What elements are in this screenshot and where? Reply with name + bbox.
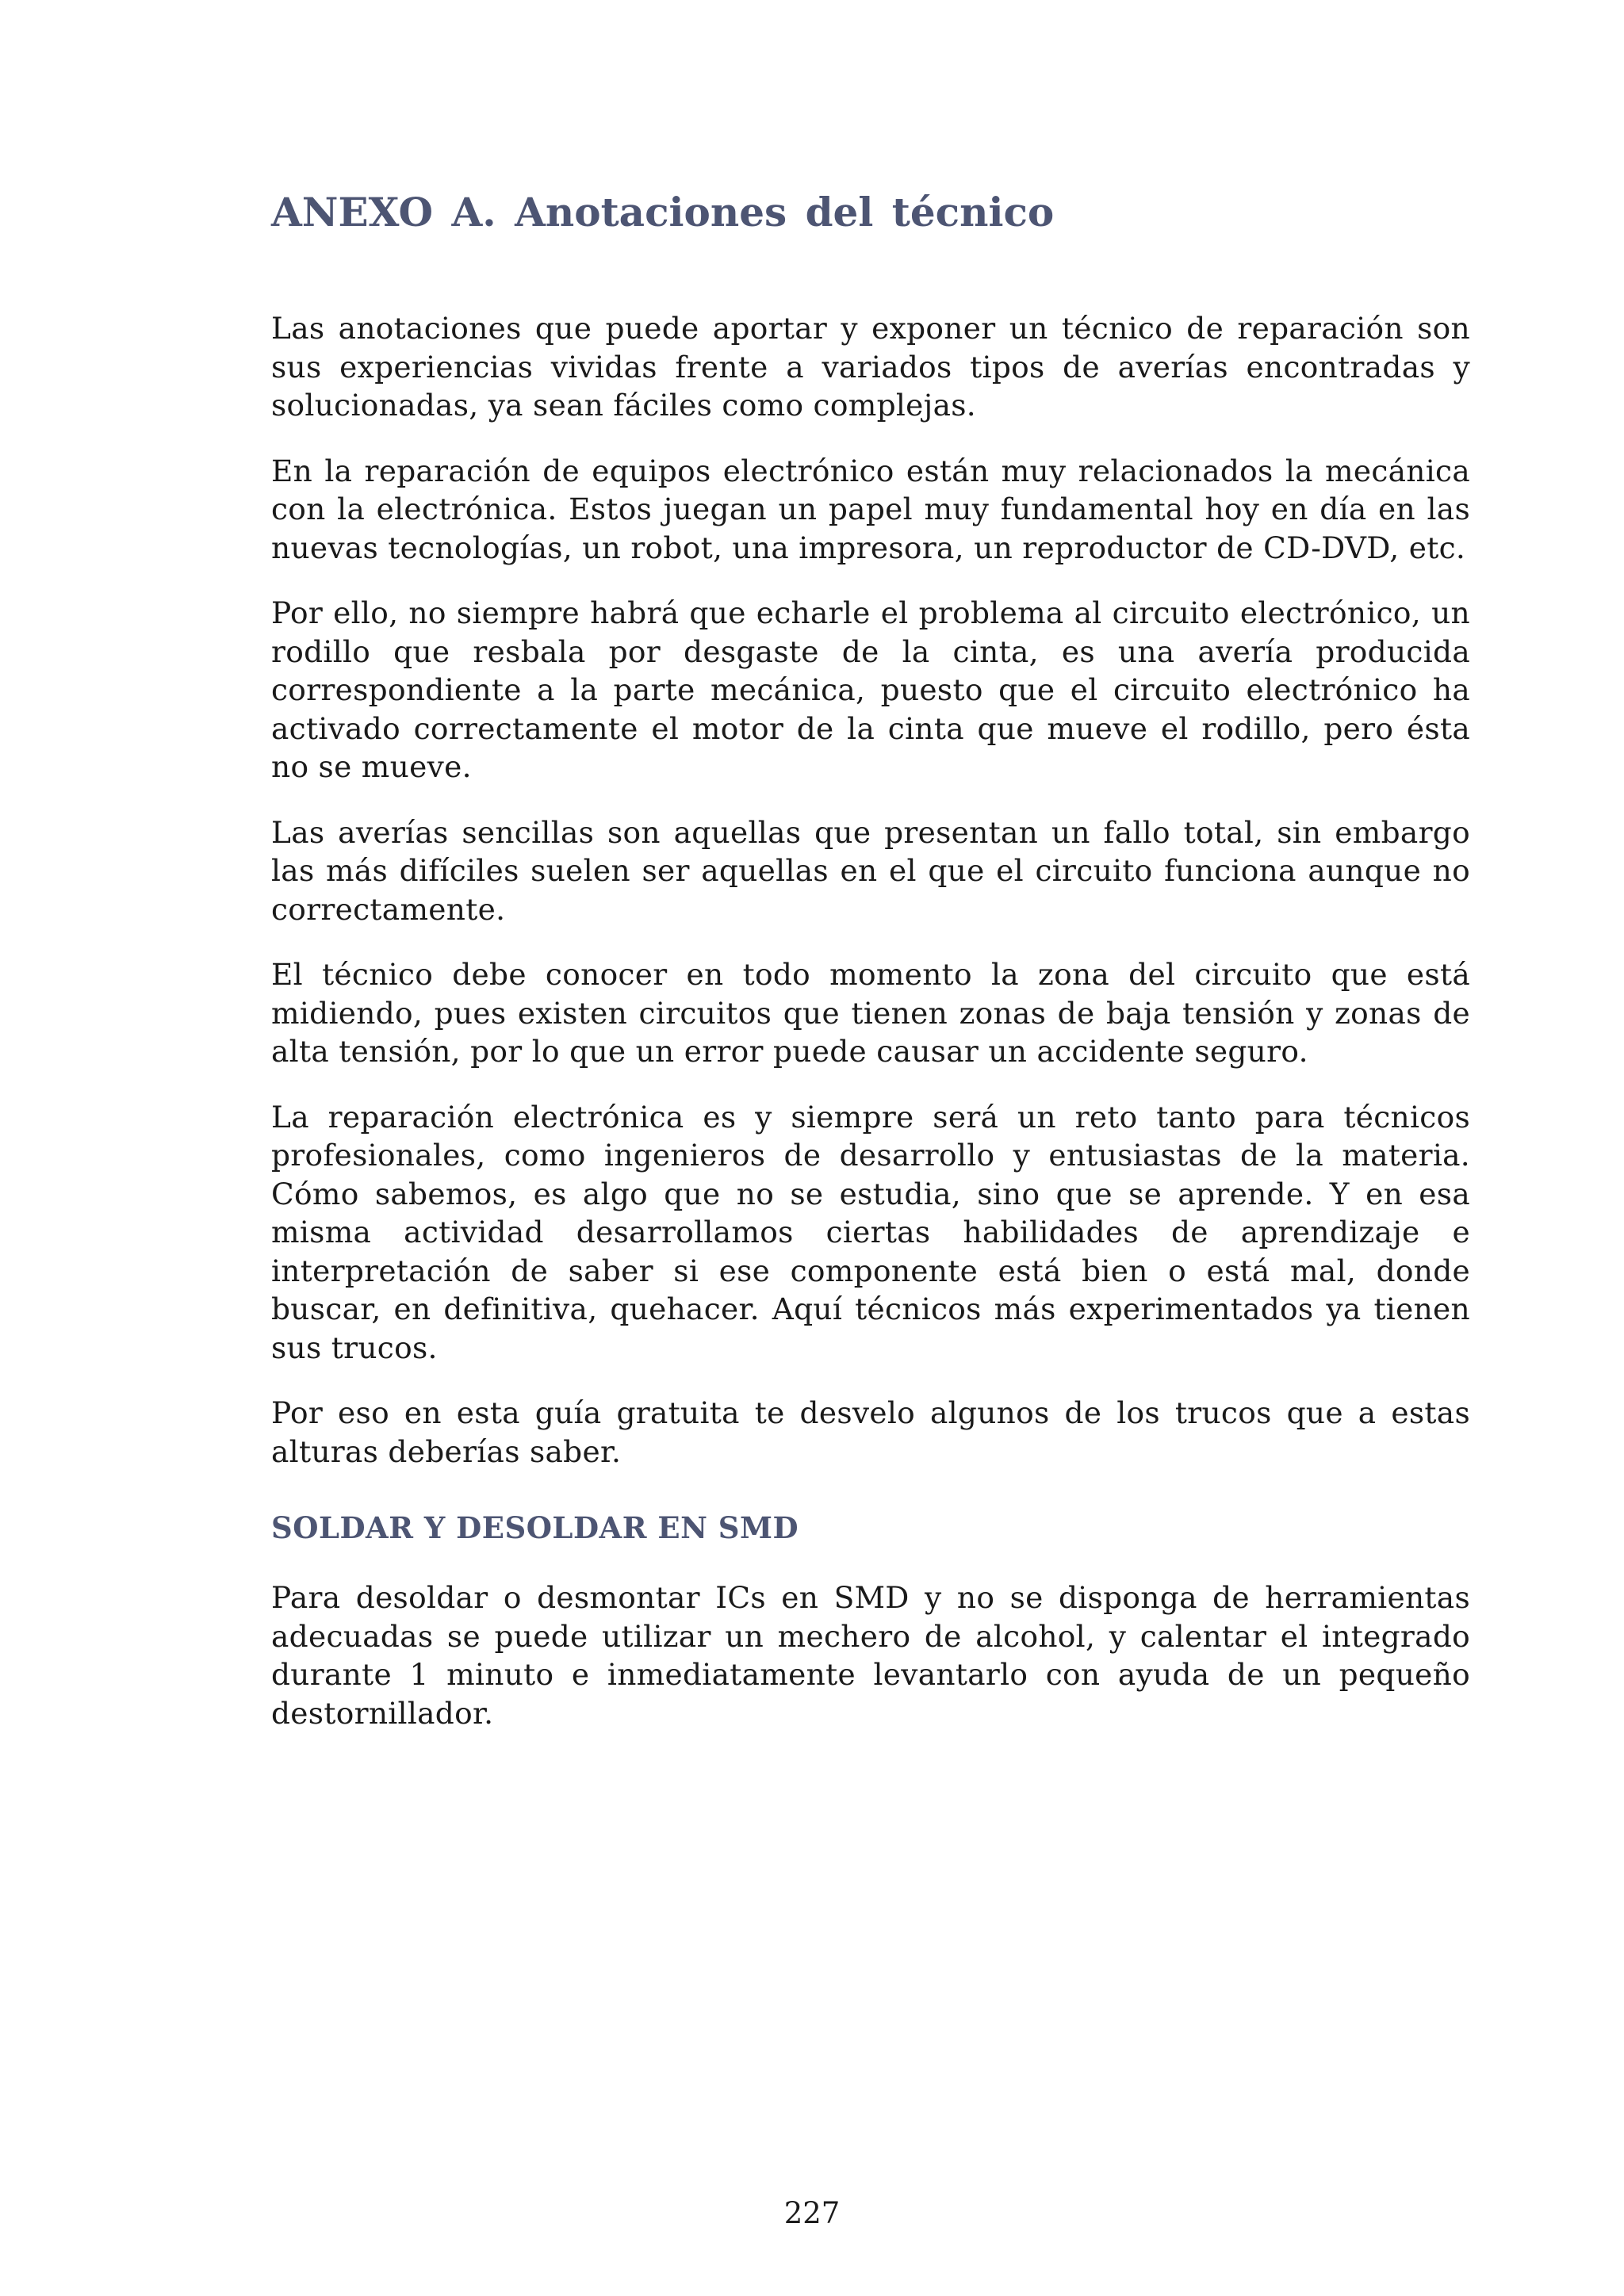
- paragraph-guide: Por eso en esta guía gratuita te desvelo algunos de los trucos que a estas alturas deberías saber.: [271, 1395, 1470, 1469]
- chapter-title: ANEXO A. Anotaciones del técnico: [271, 189, 1055, 235]
- page-number: 227: [783, 2196, 841, 2230]
- paragraph-safety: El técnico debe conocer en todo momento la zona del circuito que está midiendo, pues existen circuitos que tienen zonas de baja tensión y zonas de alta tensión, por lo que un error puede causar un accidente seguro.: [271, 957, 1470, 1069]
- paragraph-fault-types: Las averías sencillas son aquellas que presentan un fallo total, sin embargo las más difíciles suelen ser aquellas en el que el circuito funciona aunque no correctamente.: [271, 814, 1470, 927]
- body-text: [271, 309, 1470, 1759]
- paragraph-mechanical-faults: Por ello, no siempre habrá que echarle el problema al circuito electrónico, un rodillo que resbala por desgaste de la cinta, es una avería producida correspondiente a la parte mecánica, puesto que el circuito electrónico ha activado correctamente el motor de la cinta que mueve el rodillo, pero ésta no se mueve.: [271, 595, 1470, 784]
- paragraph-intro: Las anotaciones que puede aportar y exponer un técnico de reparación son sus experiencias vividas frente a variados tipos de averías encontradas y solucionadas, ya sean fáciles como complejas.: [271, 311, 1470, 423]
- section-paragraph: Para desoldar o desmontar ICs en SMD y no se disponga de herramientas adecuadas se puede utilizar un mechero de alcohol, y calentar el integrado durante 1 minuto e inmediatamente levantarlo con ayuda de un pequeño destornillador.: [271, 1580, 1470, 1731]
- paragraph-challenge: La reparación electrónica es y siempre será un reto tanto para técnicos profesionales, como ingenieros de desarrollo y entusiastas de la materia. Cómo sabemos, es algo que no se estudia, sino que se aprende. Y en esa misma actividad desarrollamos ciertas habilidades de aprendizaje e interpretación de saber si ese componente está bien o está mal, donde buscar, en definitiva, quehacer. Aquí técnicos más experimentados ya tienen sus trucos.: [271, 1099, 1470, 1365]
- section-heading: SOLDAR Y DESOLDAR EN SMD: [271, 1510, 799, 1545]
- paragraph-mechanics: En la reparación de equipos electrónico están muy relacionados la mecánica con la electrónica. Estos juegan un papel muy fundamental hoy en día en las nuevas tecnologías, un robot, una impresora, un reproductor de CD-DVD, etc.: [271, 453, 1470, 565]
